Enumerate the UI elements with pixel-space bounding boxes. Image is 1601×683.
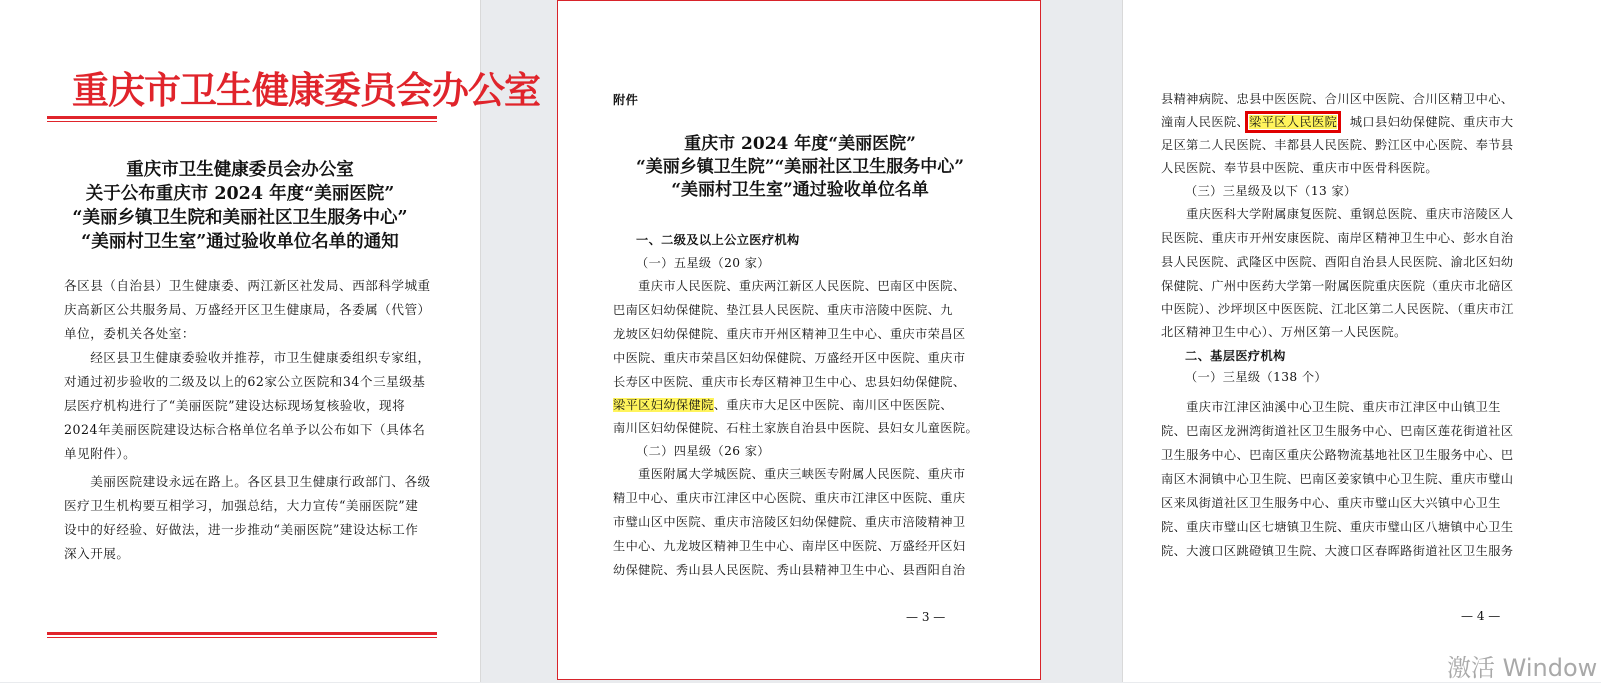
list-line: 巴南区妇幼保健院、垫江县人民医院、重庆市涪陵中医院、九 [613,303,953,317]
list-line: 卫生服务中心、巴南区重庆公路物流基地社区卫生服务中心、巴 [1161,448,1514,462]
list-line: 中医院）、沙坪坝区中医医院、江北区第二人民医院、（重庆市江 [1161,302,1514,316]
body-line: 美丽医院建设永远在路上。各区县卫生健康行政部门、各级 [64,474,431,489]
highlight-liangping-mch[interactable]: 梁平区妇幼保健院 [613,398,714,412]
letterhead-rule [47,116,437,119]
body-line: 医疗卫生机构要互相学习，加强总结，大力宣传“美丽医院”建 [64,498,419,513]
list-line-highlighted [613,394,953,417]
list-line: 重庆市人民医院、重庆两江新区人民医院、巴南区中医院、 [613,279,966,293]
list-line: 县人民医院、武隆区中医院、酉阳自治县人民医院、渝北区妇幼 [1161,255,1514,269]
body-line: 单见附件）。 [64,446,137,461]
list-line: 人民医院、奉节县中医院、重庆市中医骨科医院。 [1161,161,1438,175]
list-line: 县精神病院、忠县中医医院、合川区中医院、合川区精卫中心、 [1161,92,1514,106]
body-line: 经区县卫生健康委验收并推荐，市卫生健康委组织专家组， [64,350,431,365]
section-heading: 二、基层医疗机构 [1185,349,1286,363]
footer-rule-thin [47,637,437,638]
list-line: 重庆医科大学附属康复医院、重钢总医院、重庆市涪陵区人 [1161,207,1514,221]
subsection-heading: （二）四星级（26 家） [636,444,770,458]
list-line: 重医附属大学城医院、重庆三峡医专附属人民医院、重庆市 [613,467,966,481]
list-line-highlighted [1161,111,1513,135]
list-line: 院、重庆市璧山区七塘镇卫生院、重庆市璧山区八塘镇中心卫生 [1161,520,1514,534]
list-line: 北区精神卫生中心）、万州区第一人民医院。 [1161,325,1407,339]
highlight-liangping-hospital[interactable]: 梁平区人民医院 [1249,115,1338,129]
list-line: 长寿区中医院、重庆市长寿区精神卫生中心、忠县妇幼保健院、 [613,375,966,389]
footer-rule [47,632,437,635]
list-title-line: 重庆市 2024 年度“美丽医院” [684,134,916,154]
body-line: 2024年美丽医院建设达标合格单位名单予以公布如下（具体名 [64,422,426,437]
body-line: 设中的好经验、好做法，进一步推动“美丽医院”建设达标工作 [64,522,419,537]
body-line: 庆高新区公共服务局、万盛经开区卫生健康局，各委属（代管） [64,302,431,317]
list-line: 精卫中心、重庆市江津区中心医院、重庆市江津区中医院、重庆 [613,491,966,505]
list-line-rest: 、城口县妇幼保健院、重庆市大 [1337,115,1514,129]
attachment-label: 附件 [613,93,639,107]
notice-title-line: “美丽村卫生室”通过验收单位名单的通知 [81,232,399,252]
list-title-line: “美丽乡镇卫生院”“美丽社区卫生服务中心” [635,157,965,177]
activation-watermark: 激活 Window [1447,654,1598,682]
list-title-line: “美丽村卫生室”通过验收单位名单 [671,180,929,200]
list-line: 生中心、九龙坡区精神卫生中心、南岸区中医院、万盛经开区妇 [613,539,966,553]
list-line: 市璧山区中医院、重庆市涪陵区妇幼保健院、重庆市涪陵精神卫 [613,515,966,529]
letterhead-rule-thin [47,121,437,122]
letterhead: 重庆市卫生健康委员会办公室 [72,68,540,112]
notice-title-line: “美丽乡镇卫生院和美丽社区卫生服务中心” [72,208,408,228]
subsection-heading: （一）三星级（138 个） [1185,370,1328,384]
list-line: 南区木洞镇中心卫生院、巴南区姜家镇中心卫生院、重庆市璧山 [1161,472,1514,486]
list-line: 院、巴南区龙洲湾街道社区卫生服务中心、巴南区莲花街道社区 [1161,424,1514,438]
list-line: 幼保健院、秀山县人民医院、秀山县精神卫生中心、县酉阳自治 [613,563,966,577]
body-line: 对通过初步验收的二级及以上的62家公立医院和34个三星级基 [64,374,426,389]
document-page-2 [0,0,540,682]
notice-title-line: 关于公布重庆市 2024 年度“美丽医院” [85,184,395,204]
list-line: 重庆市江津区油溪中心卫生院、重庆市江津区中山镇卫生 [1161,400,1501,414]
list-line-start: 潼南人民医院、 [1161,115,1250,129]
page-number: — 3 — [906,610,946,624]
subsection-heading: （三）三星级及以下（13 家） [1185,184,1357,198]
list-line: 区来凤街道社区卫生服务中心、重庆市璧山区大兴镇中心卫生 [1161,496,1501,510]
list-line: 中医院、重庆市荣昌区妇幼保健院、万盛经开区中医院、重庆市 [613,351,966,365]
page-number: — 4 — [1461,609,1501,623]
body-line: 单位，委机关各处室： [64,326,195,341]
subsection-heading: （一）五星级（20 家） [636,256,770,270]
list-line: 足区第二人民医院、丰都县人民医院、黔江区中心医院、奉节县 [1161,138,1514,152]
section-heading: 一、二级及以上公立医疗机构 [636,233,800,247]
list-line: 龙坡区妇幼保健院、重庆市开州区精神卫生中心、重庆市荣昌区 [613,327,966,341]
list-line: 民医院、重庆市开州安康医院、南岸区精神卫生中心、彭水自治 [1161,231,1514,245]
document-page-4 [1122,0,1601,682]
notice-title-line: 重庆市卫生健康委员会办公室 [126,160,354,180]
document-page-3[interactable] [557,0,1041,680]
list-line: 南川区妇幼保健院、石柱土家族自治县中医院、县妇女儿童医院。 [613,421,979,435]
body-line: 深入开展。 [64,546,130,561]
body-line: 各区县（自治县）卫生健康委、两江新区社发局、西部科学城重 [64,278,431,293]
body-line: 层医疗机构进行了“美丽医院”建设达标现场复核验收，现将 [64,398,406,413]
list-line: 院、大渡口区跳磴镇卫生院、大渡口区春晖路街道社区卫生服务 [1161,544,1514,558]
list-line-rest: 、重庆市大足区中医院、南川区中医医院、 [713,398,953,412]
list-line: 保健院、广州中医药大学第一附属医院重庆医院（重庆市北碚区 [1161,279,1514,293]
